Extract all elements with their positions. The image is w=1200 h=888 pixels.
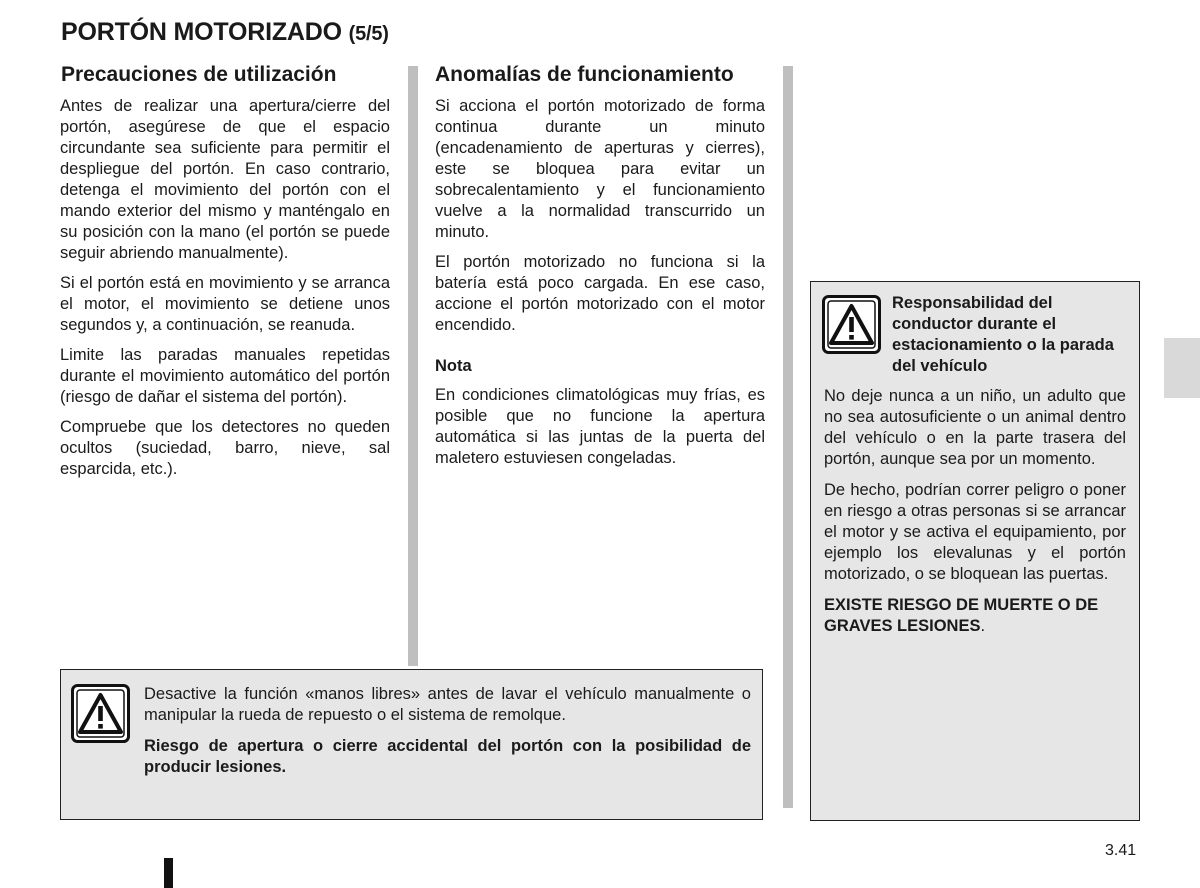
note-text: En condiciones climatológicas muy frías, es posible que no funcione la apertura automática si las juntas de la puerta del maletero estuviesen congeladas.: [435, 386, 765, 467]
warning-risk-text: EXISTE RIESGO DE MUERTE O DE GRAVES LESIONES: [824, 596, 1099, 635]
warning-paragraph: De hecho, podrían correr peligro o poner en riesgo a otras personas si se arrancar el motor y se activa el equipamiento, por ejemplo los elevalunas y el portón motorizado, o se bloquean las puertas.: [824, 481, 1126, 583]
warning-heading: Responsabilidad del conductor durante el estacionamiento o la parada del vehículo: [892, 294, 1114, 375]
column-divider-bar: [783, 66, 793, 808]
warning-triangle-icon: [71, 684, 130, 743]
warning-paragraph: Desactive la función «manos libres» antes de lavar el vehículo manualmente o manipular la rueda de repuesto o el sistema de remolque.: [144, 685, 751, 724]
paragraph: Limite las paradas manuales repetidas durante el movimiento automático del portón (riesgo de dañar el sistema del portón).: [60, 346, 390, 406]
paragraph: El portón motorizado no funciona si la batería está poco cargada. En ese caso, accione el portón motorizado con el motor encendido.: [435, 253, 765, 334]
chapter-tab: [1164, 338, 1200, 398]
section-heading-precautions: Precauciones de utilización: [61, 63, 337, 86]
warning-body: [824, 386, 1126, 647]
paragraph: Antes de realizar una apertura/cierre del portón, asegúrese de que el espacio circundante sea suficiente para permitir el despliegue del portón. En caso contrario, detenga el movimiento del portón con el mando exterior del mismo y manténgalo en su posición con la mano (el portón se puede seguir abriendo manualmente).: [60, 97, 390, 262]
section-heading-anomalies: Anomalías de funcionamiento: [435, 63, 734, 86]
paragraph: Compruebe que los detectores no queden ocultos (suciedad, barro, nieve, sal esparcida, etc.).: [60, 418, 390, 478]
paragraph: Si acciona el portón motorizado de forma continua durante un minuto (encadenamiento de aperturas y cierres), este se bloquea para evitar un sobrecalentamiento y el funcionamiento vuelve a la normalidad transcurrido un minuto.: [435, 97, 765, 241]
page-number: 3.41: [1105, 842, 1137, 859]
column-divider-bar: [408, 66, 418, 666]
warning-paragraph: No deje nunca a un niño, un adulto que no sea autosuficiente o un animal dentro del vehículo o en la parte trasera del portón, aunque sea por un momento.: [824, 387, 1126, 468]
section-anomalies-body: [435, 96, 765, 478]
warning-triangle-icon: [822, 295, 881, 354]
warning-bold-paragraph: Riesgo de apertura o cierre accidental del portón con la posibilidad de producir lesiones.: [144, 737, 751, 776]
warning-box-hands-free: [60, 669, 763, 820]
page-title-text: PORTÓN MOTORIZADO: [61, 18, 342, 46]
section-precautions-body: [60, 96, 390, 489]
paragraph: Si el portón está en movimiento y se arranca el motor, el movimiento se detiene unos segundos y, a continuación, se reanuda.: [60, 274, 390, 334]
page-part-indicator: (5/5): [348, 23, 389, 45]
warning-risk-period: .: [980, 617, 986, 635]
crop-mark: [164, 858, 173, 888]
warning-bold-paragraph: [824, 595, 1126, 637]
warning-text: [144, 684, 751, 788]
page-title: [61, 18, 389, 47]
note-title: Nota: [435, 357, 472, 375]
warning-box-driver-responsibility: [810, 281, 1140, 821]
